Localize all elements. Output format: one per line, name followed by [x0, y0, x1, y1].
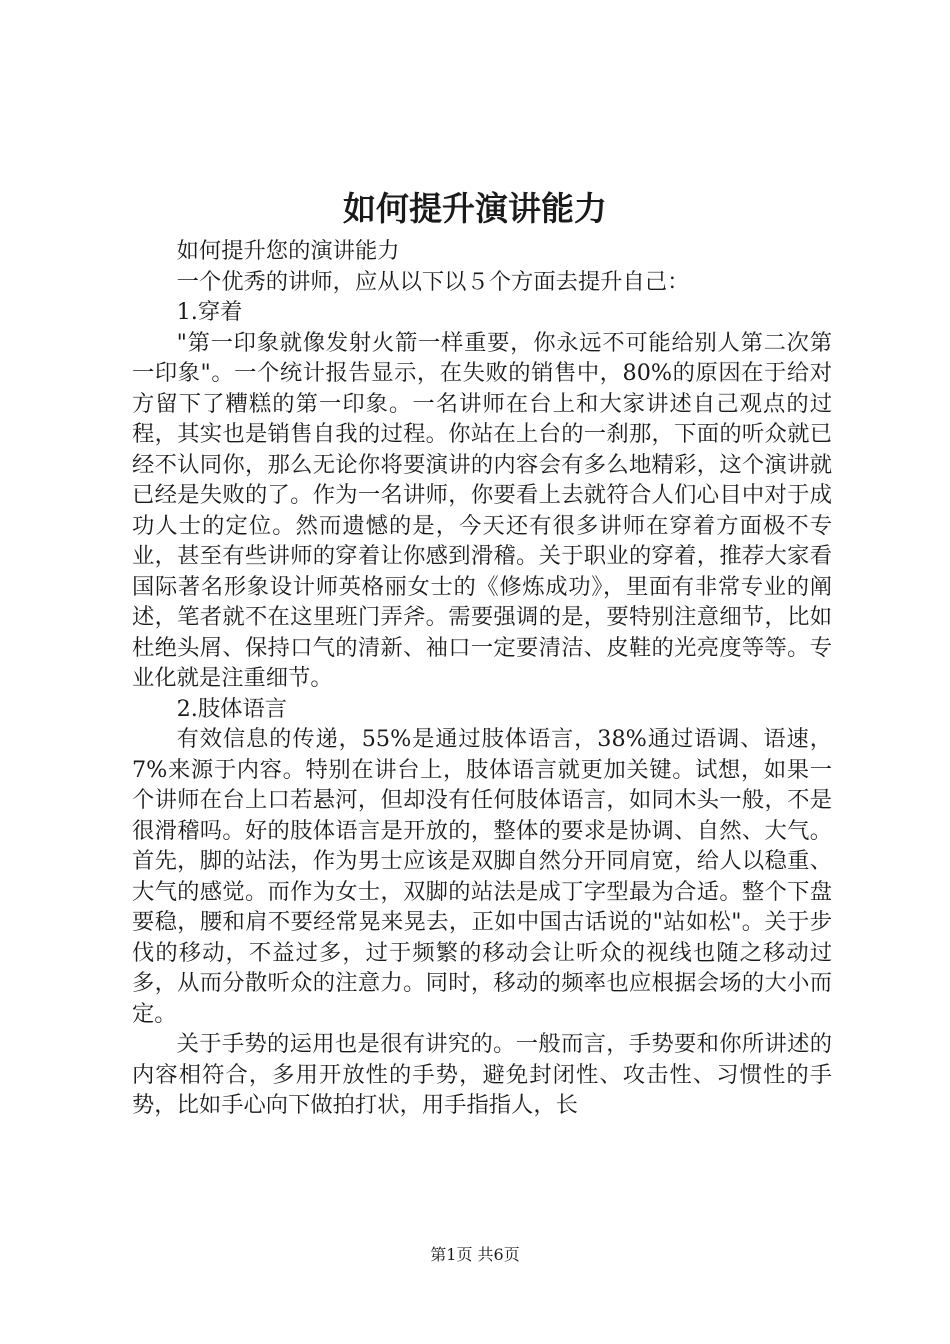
section-heading-body-language: 2.肢体语言	[176, 695, 288, 722]
clothing-paragraph: "第一印象就像发射火箭一样重要，你永远不可能给别人第二次第一印象"。一个统计报告显示，在失败的销售中，80%的原因在于给对方留下了糟糕的第一印象。一名讲师在台上和大家讲述自己观点的过程，其实也是销售自我的过程。你站在上台的一刹那，下面的听众就已经不认同你，那么无论你将要演讲的内容会有多么地精彩，这个演讲就已经是失败的了。作为一名讲师，你要看上去就符合人们心目中对于成功人士的定位。然而遗憾的是，今天还有很多讲师在穿着方面极不专业，甚至有些讲师的穿着让你感到滑稽。关于职业的穿着，推荐大家看国际著名形象设计师英格丽女士的《修炼成功》，里面有非常专业的阐述，笔者就不在这里班门弄斧。需要强调的是，要特别注意细节，比如杜绝头屑、保持口气的清新、袖口一定要清洁、皮鞋的光亮度等等。专业化就是注重细节。	[132, 329, 832, 691]
page-number-footer: 第1页 共6页	[430, 1245, 520, 1264]
intro-paragraph: 一个优秀的讲师，应从以下以５个方面去提升自己：	[176, 268, 690, 295]
subtitle-paragraph: 如何提升您的演讲能力	[176, 238, 400, 264]
document-body	[132, 236, 832, 1121]
gesture-paragraph: 关于手势的运用也是很有讲究的。一般而言，手势要和你所讲述的内容相符合，多用开放性的手势，避免封闭性、攻击性、习惯性的手势，比如手心向下做拍打状，用手指指人，长	[132, 1031, 832, 1118]
section-heading-clothing: 1.穿着	[176, 299, 243, 325]
body-language-paragraph: 有效信息的传递，55%是通过肢体语言，38%通过语调、语速，7%来源于内容。特别在讲台上，肢体语言就更加关键。试想，如果一个讲师在台上口若悬河，但却没有任何肢体语言，如同木头一般，不是很滑稽吗。好的肢体语言是开放的，整体的要求是协调、自然、大气。首先，脚的站法，作为男士应该是双脚自然分开同肩宽，给人以稳重、大气的感觉。而作为女士，双脚的站法是成丁字型最为合适。整个下盘要稳，腰和肩不要经常晃来晃去，正如中国古话说的"站如松"。关于步伐的移动，不益过多，过于频繁的移动会让听众的视线也随之移动过多，从而分散听众的注意力。同时，移动的频率也应根据会场的大小而定。	[132, 726, 832, 1027]
document-title: 如何提升演讲能力	[343, 189, 607, 228]
